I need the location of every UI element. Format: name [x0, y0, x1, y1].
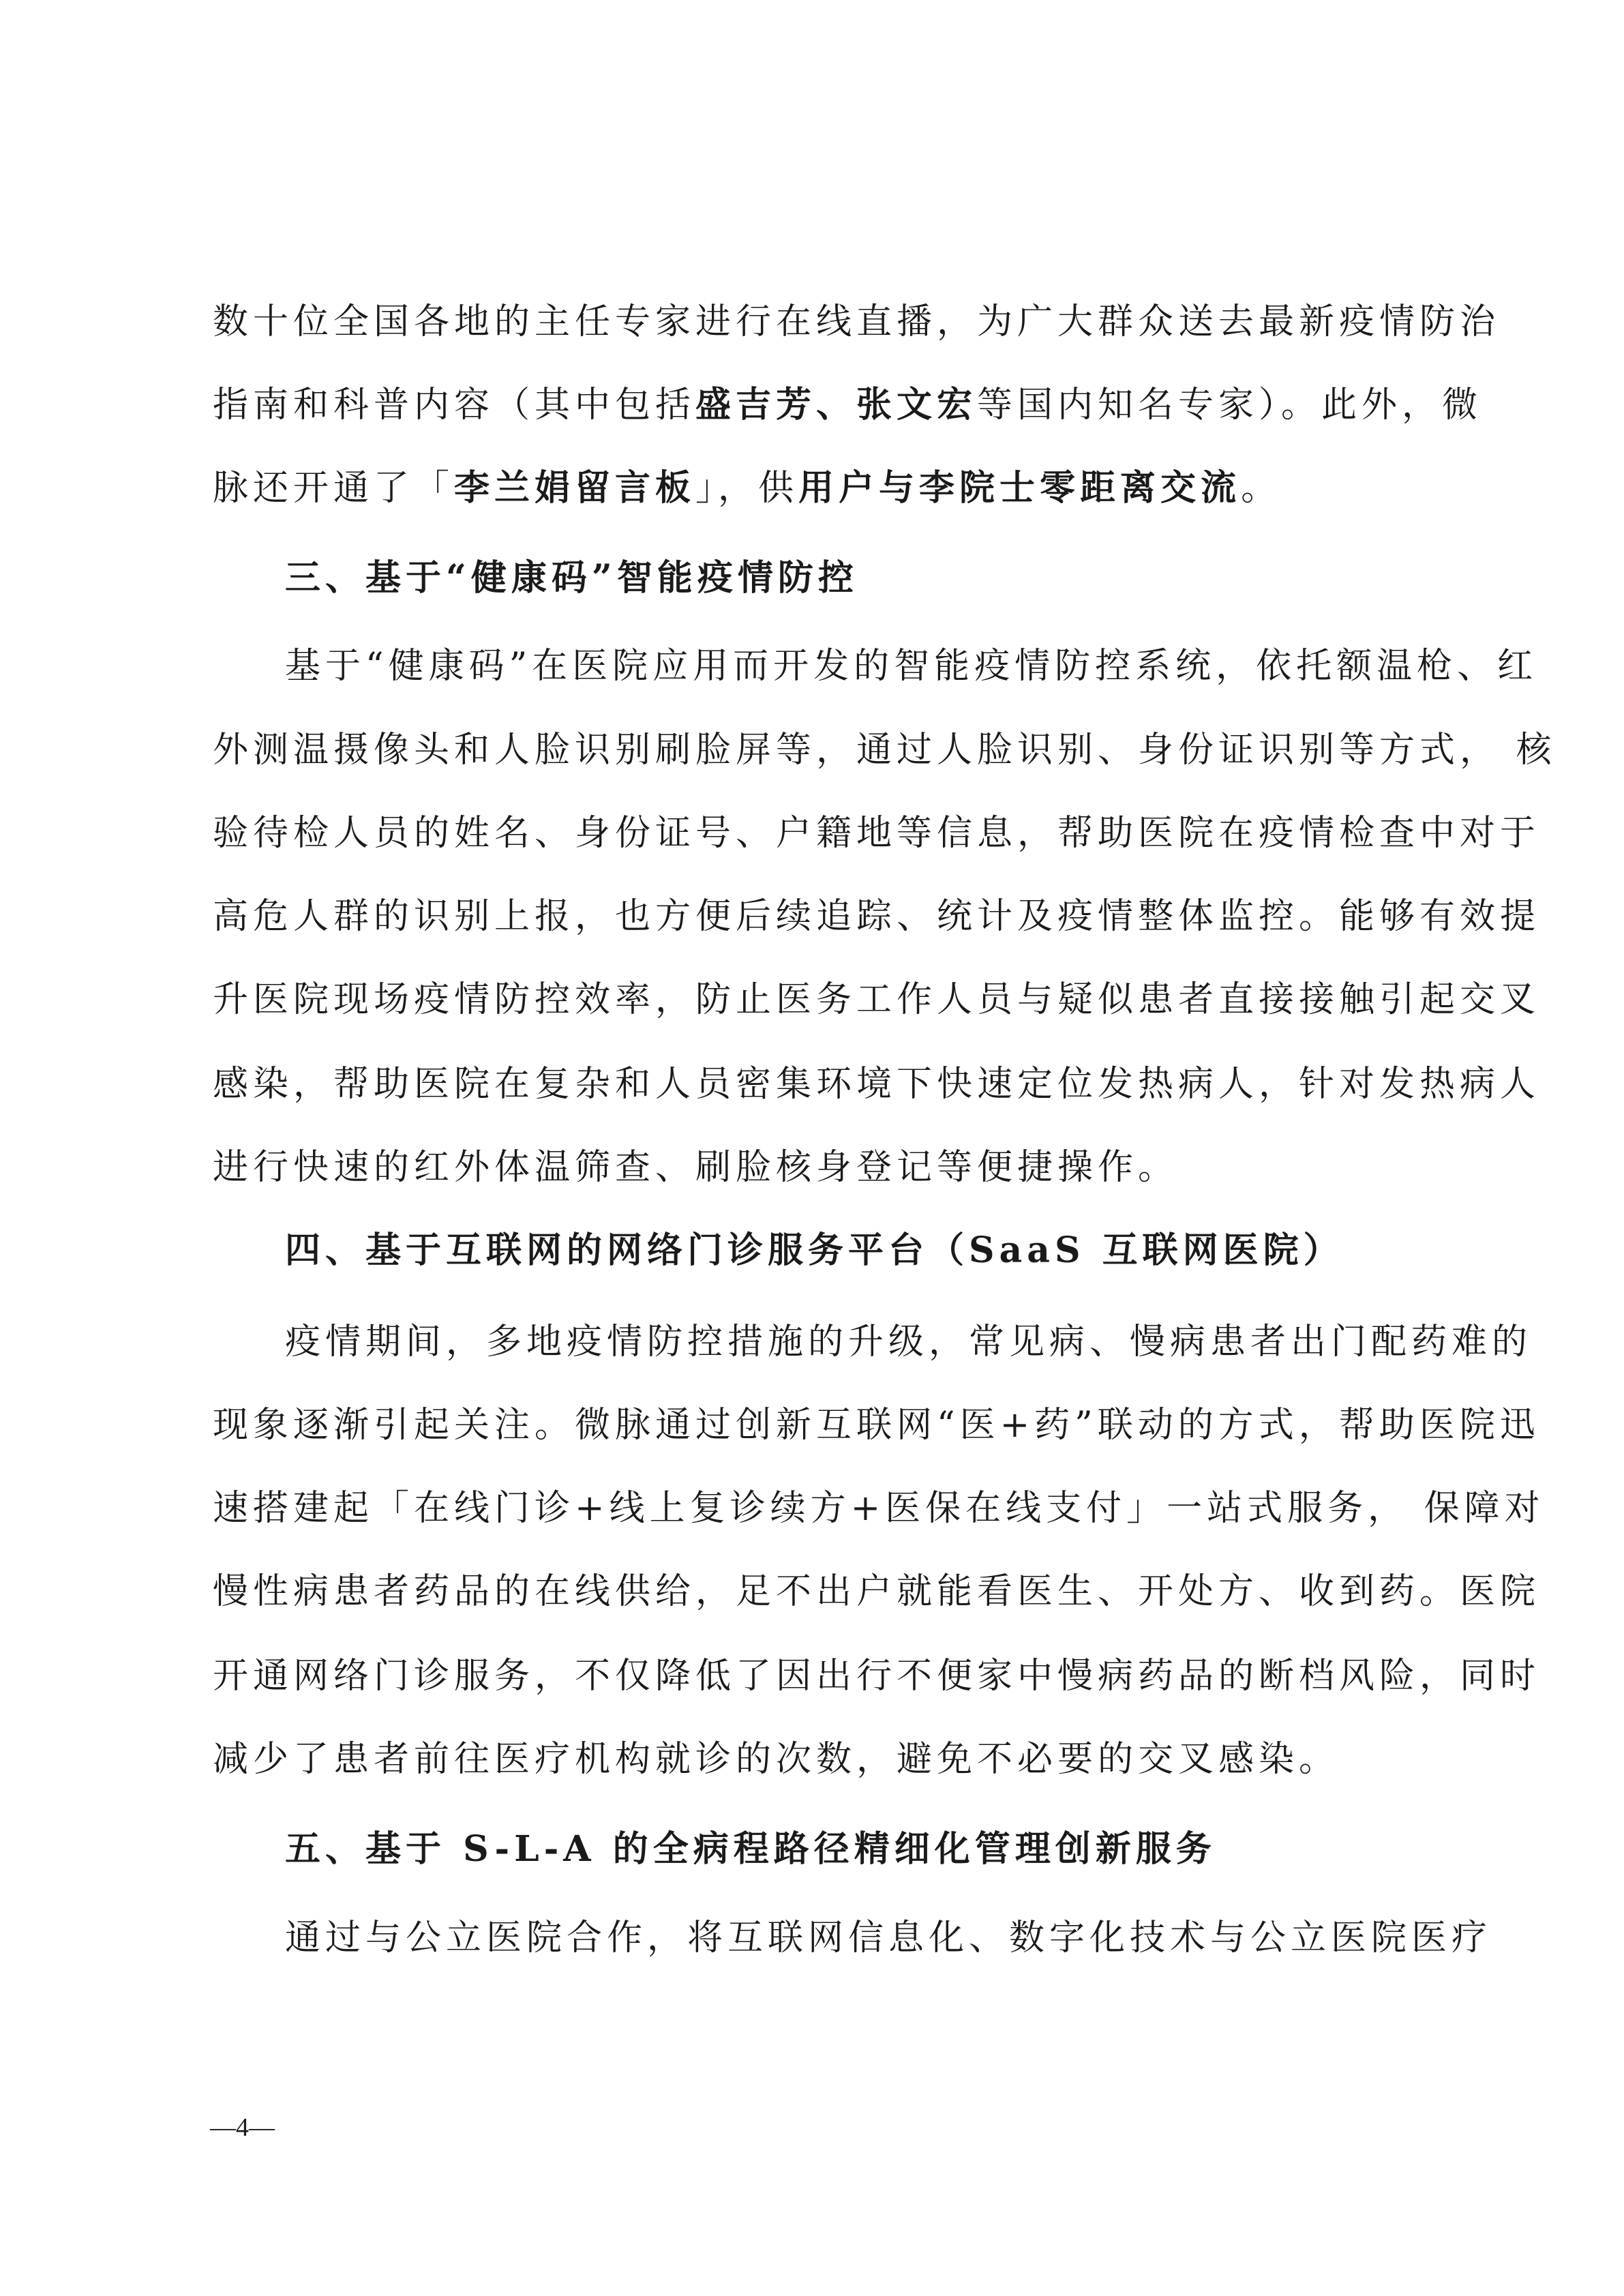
paragraph-line [213, 1062, 1541, 1106]
page-number: —4— [210, 2113, 275, 2142]
text-span: 进行快速的红外体温筛查、刷脸核身登记等便捷操作。 [213, 1147, 1179, 1188]
paragraph-line [213, 895, 1541, 938]
message-board-name: 李兰娟留言板 [454, 467, 696, 509]
paragraph-line [213, 1654, 1541, 1698]
paragraph-line [285, 644, 1538, 688]
heading-text: 三、基于“健康码”智能疫情防控 [285, 557, 858, 599]
text-span: 通过与公立医院合作，将互联网信息化、数字化技术与公立医院医疗 [285, 1918, 1492, 1958]
text-span: 高危人群的识别上报，也方便后续追踪、统计及疫情整体监控。能够有效提 [213, 896, 1541, 937]
text-span: 慢性病患者药品的在线供给，足不出户就能看医生、开处方、收到药。医院 [213, 1571, 1541, 1612]
section-heading-3 [285, 556, 1499, 600]
text-span: 」，供 [695, 468, 799, 509]
text-span: 基于“健康码”在医院应用而开发的智能疫情防控系统，依托额温枪、红 [285, 646, 1538, 687]
paragraph-line [213, 811, 1541, 855]
text-span: 感染，帮助医院在复杂和人员密集环境下快速定位发热病人，针对发热病人 [213, 1064, 1541, 1105]
text-span: 现象逐渐引起关注。微脉通过创新互联网“医+药”联动的方式，帮助医院迅 [213, 1405, 1540, 1446]
text-span: 开通网络门诊服务，不仅降低了因出行不便家中慢病药品的断档风险，同时 [213, 1656, 1541, 1697]
text-span: 升医院现场疫情防控效率，防止医务工作人员与疑似患者直接接触引起交叉 [213, 979, 1541, 1020]
paragraph-line [213, 1570, 1541, 1613]
section-heading-4 [285, 1229, 1499, 1272]
text-span: 等国内知名专家）。此外，微 [977, 385, 1483, 426]
paragraph-line [213, 978, 1541, 1022]
paragraph-line [213, 1403, 1540, 1447]
text-span: 验待检人员的姓名、身份证号、户籍地等信息，帮助医院在疫情检查中对于 [213, 813, 1541, 854]
paragraph-line [213, 466, 1426, 510]
section-heading-5 [285, 1828, 1499, 1871]
paragraph-line [213, 1738, 1426, 1781]
paragraph-line [213, 728, 1557, 772]
text-span: 速搭建起「在线门诊+线上复诊续方+医保在线支付」一站式服务， 保障对 [213, 1488, 1545, 1529]
text-span: 疫情期间，多地疫情防控措施的升级，常见病、慢病患者出门配药难的 [285, 1322, 1533, 1362]
heading-text: 五、基于 S-L-A 的全病程路径精细化管理创新服务 [285, 1828, 1216, 1870]
paragraph-line [213, 383, 1483, 427]
paragraph-line [213, 300, 1501, 344]
text-span: 减少了患者前往医疗机构就诊的次数，避免不必要的交叉感染。 [213, 1739, 1340, 1780]
text-span: 。 [1241, 468, 1282, 509]
text-span: 数十位全国各地的主任专家进行在线直播，为广大群众送去最新疫情防治 [213, 301, 1501, 342]
text-span: 指南和科普内容（其中包括 [213, 385, 696, 426]
paragraph-line [213, 1146, 1426, 1189]
paragraph-line [213, 1487, 1545, 1530]
paragraph-line [285, 1320, 1533, 1364]
emphasis-text: 用户与李院士零距离交流 [798, 467, 1242, 509]
paragraph-line [285, 1916, 1499, 1960]
expert-names: 盛吉芳、张文宏 [695, 384, 978, 426]
text-span: 外测温摄像头和人脸识别刷脸屏等，通过人脸识别、身份证识别等方式， 核 [213, 730, 1557, 771]
text-span: 脉还开通了「 [213, 468, 455, 509]
heading-text: 四、基于互联网的网络门诊服务平台（SaaS 互联网医院） [285, 1229, 1344, 1271]
